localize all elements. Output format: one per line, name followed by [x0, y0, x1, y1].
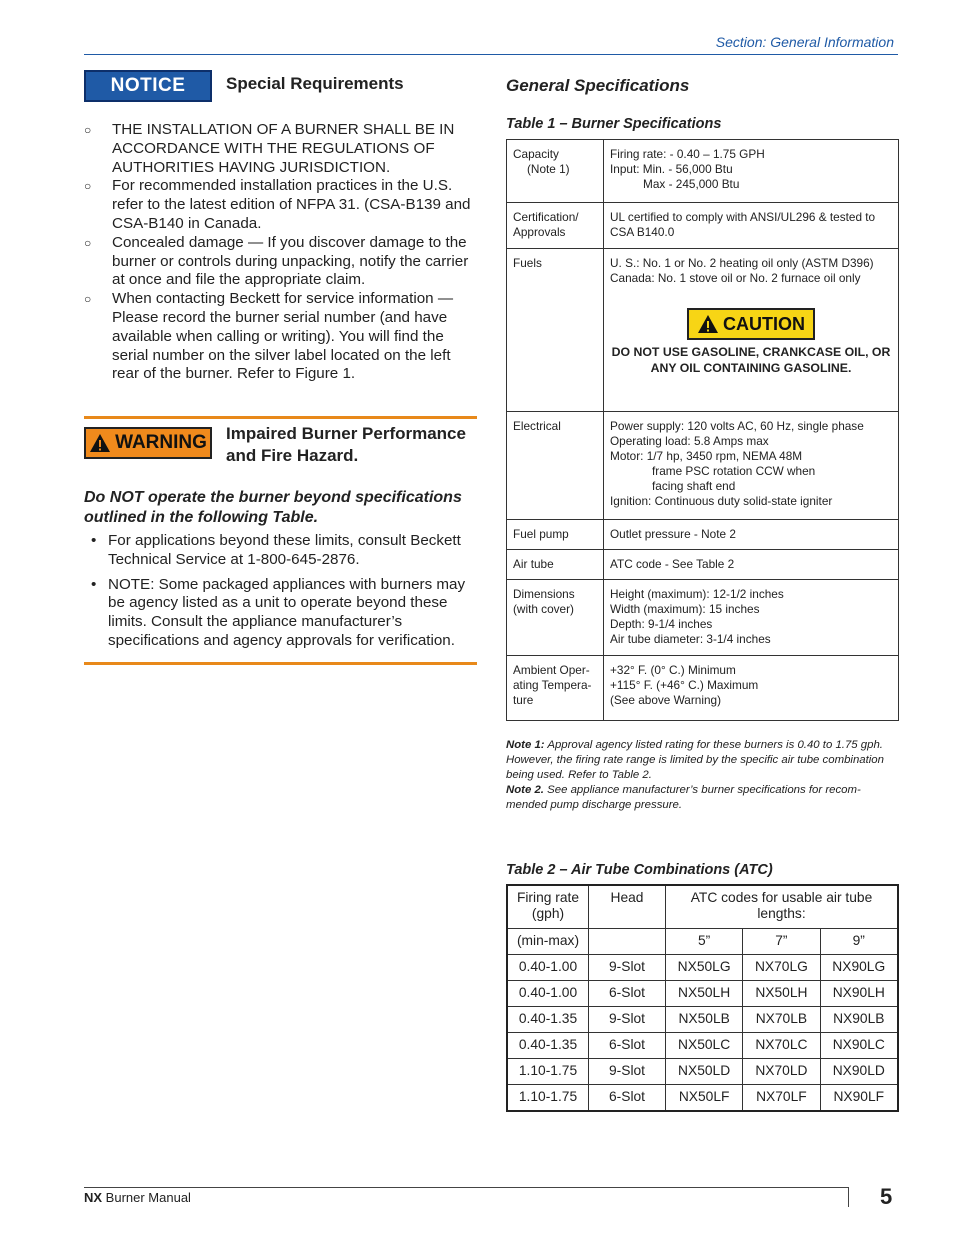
table-cell: Capacity (Note 1): [507, 140, 604, 203]
column-header: ATC codes for usable air tube lengths:: [666, 885, 899, 928]
table1-notes: Note 1: Approval agency listed rating for these burners is 0.40 to 1.75 gph. However, the firing rate range is limited by the specific air tube combination being used. Refer to Table 2. Note 2. See appliance manufacturer’s burner specifications for recom-mended pump discharge pressure.: [506, 739, 884, 811]
header-rule: [84, 54, 898, 55]
warning-top-rule: [84, 416, 477, 419]
table-row: [507, 140, 899, 203]
warning-triangle-icon: [89, 433, 111, 453]
caution-badge: CAUTION: [687, 308, 815, 340]
table-cell: Outlet pressure - Note 2: [604, 520, 899, 550]
table-cell: Fuel pump: [507, 520, 604, 550]
air-tube-table: [506, 884, 899, 1112]
table-row: 1.10-1.75 9-Slot NX50LD NX70LD NX90LD: [507, 1058, 898, 1084]
warning-title: Impaired Burner Performance and Fire Hazard.: [226, 424, 466, 465]
table-cell: +32° F. (0° C.) Minimum +115° F. (+46° C.) Maximum (See above Warning): [604, 656, 899, 721]
list-item: ○ Concealed damage — If you discover damage to the burner or controls during unpacking, notify the carrier at once and file the appropriate claim.: [84, 233, 469, 289]
table-row: 0.40-1.35 9-Slot NX50LB NX70LB NX90LB: [507, 1006, 898, 1032]
table-cell: Ambient Oper-ating Tempera-ture: [507, 656, 604, 721]
burner-specs-table: [506, 139, 899, 721]
circle-bullet-icon: ○: [84, 235, 92, 250]
table2-caption: Table 2 – Air Tube Combinations (ATC): [506, 862, 773, 878]
general-specs-title: General Specifications: [506, 76, 690, 95]
column-subheader: 9”: [820, 928, 898, 954]
notice-title: Special Requirements: [226, 74, 404, 93]
warning-badge: WARNING: [84, 427, 212, 459]
table-cell: Height (maximum): 12-1/2 inches Width (maximum): 15 inches Depth: 9-1/4 inches Air tube diameter: 3-1/4 inches: [604, 580, 899, 656]
table-row: 0.40-1.00 9-Slot NX50LG NX70LG NX90LG: [507, 954, 898, 980]
notice-badge: NOTICE: [84, 70, 212, 102]
table-cell: Fuels: [507, 249, 604, 412]
table-cell: UL certified to comply with ANSI/UL296 & tested to CSA B140.0: [604, 203, 899, 249]
footer-title: NX Burner Manual: [84, 1190, 191, 1205]
table1-caption: Table 1 – Burner Specifications: [506, 116, 722, 132]
table-row: [507, 203, 899, 249]
column-subheader: 5”: [666, 928, 743, 954]
bullet-icon: •: [91, 575, 97, 593]
table-cell: Power supply: 120 volts AC, 60 Hz, single phase Operating load: 5.8 Amps max Motor: 1/7 hp, 3450 rpm, NEMA 48M frame PSC rotation CCW when facing shaft end Ignition: Continuous duty solid-state igniter: [604, 412, 899, 520]
table-cell: Firing rate: - 0.40 – 1.75 GPH Input: Min. - 56,000 Btu Max - 245,000 Btu: [604, 140, 899, 203]
circle-bullet-icon: ○: [84, 179, 92, 194]
list-item: ○ When contacting Beckett for service information — Please record the burner serial number (and have available when calling or writing). You will find the serial number on the silver label located on the left rear of the burner. Refer to Figure 1.: [84, 290, 454, 383]
list-item: ○ THE INSTALLATION OF A BURNER SHALL BE IN ACCORDANCE WITH THE REGULATIONS OF AUTHORITIES HAVING JURISDICTION.: [84, 121, 455, 176]
table-row: [507, 412, 899, 520]
table-cell: Certification/ Approvals: [507, 203, 604, 249]
column-subheader: [589, 928, 666, 954]
caution-text: DO NOT USE GASOLINE, CRANKCASE OIL, OR ANY OIL CONTAINING GASOLINE.: [611, 345, 891, 375]
column-subheader: (min-max): [507, 928, 589, 954]
requirements-list: [84, 121, 479, 384]
list-item: • NOTE: Some packaged appliances with burners may be agency listed as a unit to operate beyond these limits. Consult the appliance manufacturer’s specifications and agency approvals for verification.: [91, 575, 466, 649]
page-number: 5: [880, 1184, 893, 1209]
table-row: [507, 550, 899, 580]
circle-bullet-icon: ○: [84, 123, 92, 137]
column-header: Head: [589, 885, 666, 928]
circle-bullet-icon: ○: [84, 292, 92, 307]
list-item: • For applications beyond these limits, consult Beckett Technical Service at 1-800-645-2876.: [91, 532, 461, 568]
table-row: [507, 249, 899, 412]
table-cell: U. S.: No. 1 or No. 2 heating oil only (ASTM D396) Canada: No. 1 stove oil or No. 2 furnace oil only CAUTION DO NOT USE GASOLINE, CRANKCASE OIL, OR ANY OIL CONTAINING GASOLINE.: [604, 249, 899, 412]
column-header: Firing rate (gph): [507, 885, 589, 928]
table-row: [507, 520, 899, 550]
table-cell: Dimensions (with cover): [507, 580, 604, 656]
table-row: [507, 580, 899, 656]
table-row: 1.10-1.75 6-Slot NX50LF NX70LF NX90LF: [507, 1084, 898, 1111]
footer-rule: [84, 1187, 849, 1188]
warning-emphasis: Do NOT operate the burner beyond specifications outlined in the following Table.: [84, 489, 462, 526]
warning-bottom-rule: [84, 662, 477, 665]
table-row: 0.40-1.35 6-Slot NX50LC NX70LC NX90LC: [507, 1032, 898, 1058]
table-header-row: [507, 885, 898, 928]
list-item: ○ For recommended installation practices in the U.S. refer to the latest edition of NFPA 31. (CSA-B139 and CSA-B140 in Canada.: [84, 177, 471, 232]
table-row: [507, 656, 899, 721]
caution-triangle-icon: [697, 314, 719, 334]
table-subheader-row: [507, 928, 898, 954]
column-subheader: 7”: [743, 928, 820, 954]
table-cell: ATC code - See Table 2: [604, 550, 899, 580]
warning-list: [84, 532, 476, 657]
table-cell: Electrical: [507, 412, 604, 520]
table-row: 0.40-1.00 6-Slot NX50LH NX50LH NX90LH: [507, 980, 898, 1006]
table-cell: Air tube: [507, 550, 604, 580]
footer-divider: [848, 1187, 849, 1207]
bullet-icon: •: [91, 532, 97, 549]
section-header: Section: General Information: [715, 34, 894, 50]
